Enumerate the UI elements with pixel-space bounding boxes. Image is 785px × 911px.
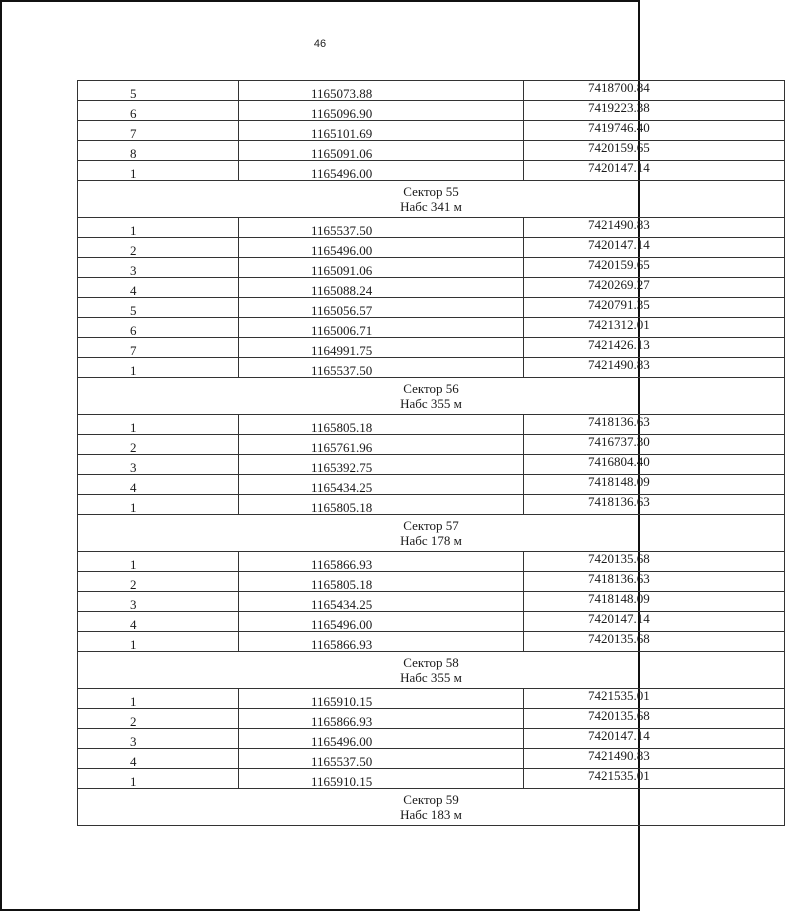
x-coordinate-cell: 1165866.93 bbox=[239, 552, 524, 572]
table-row bbox=[78, 592, 785, 612]
y-coordinate-cell: 7421490.83 bbox=[524, 218, 785, 238]
point-number-cell: 2 bbox=[78, 709, 239, 729]
y-coordinate-cell: 7420135.68 bbox=[524, 632, 785, 652]
table-row bbox=[78, 689, 785, 709]
point-number-cell: 2 bbox=[78, 435, 239, 455]
y-coordinate-cell: 7420269.27 bbox=[524, 278, 785, 298]
table-row bbox=[78, 632, 785, 652]
x-coordinate-cell: 1165101.69 bbox=[239, 121, 524, 141]
sector-header-row bbox=[78, 789, 785, 826]
table-row bbox=[78, 455, 785, 475]
x-coordinate-cell: 1165761.96 bbox=[239, 435, 524, 455]
table-row bbox=[78, 552, 785, 572]
point-number-cell: 6 bbox=[78, 318, 239, 338]
y-coordinate-cell: 7421535.01 bbox=[524, 689, 785, 709]
x-coordinate-cell: 1165537.50 bbox=[239, 358, 524, 378]
point-number-cell: 8 bbox=[78, 141, 239, 161]
page-number: 46 bbox=[313, 38, 327, 50]
x-coordinate-cell: 1165096.90 bbox=[239, 101, 524, 121]
x-coordinate-cell: 1165910.15 bbox=[239, 689, 524, 709]
point-number-cell: 1 bbox=[78, 495, 239, 515]
y-coordinate-cell: 7416737.30 bbox=[524, 435, 785, 455]
table-row bbox=[78, 81, 785, 101]
x-coordinate-cell: 1165805.18 bbox=[239, 572, 524, 592]
y-coordinate-cell: 7416804.40 bbox=[524, 455, 785, 475]
sector-height: Набс 183 м bbox=[400, 807, 462, 822]
y-coordinate-cell: 7420135.68 bbox=[524, 552, 785, 572]
point-number-cell: 1 bbox=[78, 632, 239, 652]
point-number-cell: 3 bbox=[78, 592, 239, 612]
x-coordinate-cell: 1165496.00 bbox=[239, 161, 524, 181]
x-coordinate-cell: 1165537.50 bbox=[239, 218, 524, 238]
table-row bbox=[78, 475, 785, 495]
x-coordinate-cell: 1165088.24 bbox=[239, 278, 524, 298]
table-row bbox=[78, 161, 785, 181]
sector-title: Сектор 58 bbox=[403, 655, 459, 670]
y-coordinate-cell: 7418148.09 bbox=[524, 592, 785, 612]
point-number-cell: 4 bbox=[78, 475, 239, 495]
x-coordinate-cell: 1165496.00 bbox=[239, 238, 524, 258]
table-row bbox=[78, 769, 785, 789]
table-row bbox=[78, 218, 785, 238]
x-coordinate-cell: 1165496.00 bbox=[239, 612, 524, 632]
y-coordinate-cell: 7418136.63 bbox=[524, 572, 785, 592]
sector-title: Сектор 57 bbox=[403, 518, 459, 533]
x-coordinate-cell: 1165091.06 bbox=[239, 258, 524, 278]
sector-header-cell bbox=[78, 652, 785, 689]
x-coordinate-cell: 1165091.06 bbox=[239, 141, 524, 161]
y-coordinate-cell: 7420147.14 bbox=[524, 729, 785, 749]
sector-height: Набс 355 м bbox=[400, 670, 462, 685]
point-number-cell: 4 bbox=[78, 749, 239, 769]
y-coordinate-cell: 7420159.65 bbox=[524, 141, 785, 161]
point-number-cell: 6 bbox=[78, 101, 239, 121]
y-coordinate-cell: 7420147.14 bbox=[524, 161, 785, 181]
point-number-cell: 3 bbox=[78, 729, 239, 749]
y-coordinate-cell: 7418136.63 bbox=[524, 495, 785, 515]
table-row bbox=[78, 358, 785, 378]
sector-title: Сектор 59 bbox=[403, 792, 459, 807]
x-coordinate-cell: 1165805.18 bbox=[239, 495, 524, 515]
point-number-cell: 7 bbox=[78, 121, 239, 141]
table-row bbox=[78, 121, 785, 141]
point-number-cell: 1 bbox=[78, 769, 239, 789]
x-coordinate-cell: 1165866.93 bbox=[239, 632, 524, 652]
y-coordinate-cell: 7420147.14 bbox=[524, 612, 785, 632]
point-number-cell: 1 bbox=[78, 161, 239, 181]
y-coordinate-cell: 7421312.01 bbox=[524, 318, 785, 338]
x-coordinate-cell: 1165056.57 bbox=[239, 298, 524, 318]
y-coordinate-cell: 7419223.38 bbox=[524, 101, 785, 121]
y-coordinate-cell: 7418700.84 bbox=[524, 81, 785, 101]
point-number-cell: 1 bbox=[78, 552, 239, 572]
point-number-cell: 1 bbox=[78, 415, 239, 435]
point-number-cell: 1 bbox=[78, 358, 239, 378]
point-number-cell: 2 bbox=[78, 238, 239, 258]
y-coordinate-cell: 7418136.63 bbox=[524, 415, 785, 435]
point-number-cell: 3 bbox=[78, 455, 239, 475]
table-row bbox=[78, 258, 785, 278]
point-number-cell: 4 bbox=[78, 612, 239, 632]
table-row bbox=[78, 729, 785, 749]
point-number-cell: 1 bbox=[78, 689, 239, 709]
point-number-cell: 2 bbox=[78, 572, 239, 592]
y-coordinate-cell: 7421490.83 bbox=[524, 358, 785, 378]
y-coordinate-cell: 7420135.68 bbox=[524, 709, 785, 729]
table-row bbox=[78, 338, 785, 358]
y-coordinate-cell: 7420159.65 bbox=[524, 258, 785, 278]
table-row bbox=[78, 238, 785, 258]
point-number-cell: 5 bbox=[78, 298, 239, 318]
table-row bbox=[78, 435, 785, 455]
sector-height: Набс 341 м bbox=[400, 199, 462, 214]
sector-header-cell bbox=[78, 789, 785, 826]
sector-header-cell bbox=[78, 181, 785, 218]
table-row bbox=[78, 572, 785, 592]
x-coordinate-cell: 1165537.50 bbox=[239, 749, 524, 769]
y-coordinate-cell: 7420147.14 bbox=[524, 238, 785, 258]
table-row bbox=[78, 141, 785, 161]
x-coordinate-cell: 1165392.75 bbox=[239, 455, 524, 475]
coordinates-table bbox=[77, 80, 785, 826]
y-coordinate-cell: 7421426.13 bbox=[524, 338, 785, 358]
y-coordinate-cell: 7418148.09 bbox=[524, 475, 785, 495]
x-coordinate-cell: 1165496.00 bbox=[239, 729, 524, 749]
y-coordinate-cell: 7421490.83 bbox=[524, 749, 785, 769]
table-row bbox=[78, 415, 785, 435]
table-row bbox=[78, 101, 785, 121]
point-number-cell: 7 bbox=[78, 338, 239, 358]
point-number-cell: 3 bbox=[78, 258, 239, 278]
x-coordinate-cell: 1165006.71 bbox=[239, 318, 524, 338]
point-number-cell: 1 bbox=[78, 218, 239, 238]
x-coordinate-cell: 1165434.25 bbox=[239, 475, 524, 495]
sector-title: Сектор 56 bbox=[403, 381, 459, 396]
table-row bbox=[78, 298, 785, 318]
y-coordinate-cell: 7419746.40 bbox=[524, 121, 785, 141]
sector-header-row bbox=[78, 652, 785, 689]
point-number-cell: 4 bbox=[78, 278, 239, 298]
sector-header-row bbox=[78, 515, 785, 552]
sector-header-row bbox=[78, 378, 785, 415]
x-coordinate-cell: 1165434.25 bbox=[239, 592, 524, 612]
point-number-cell: 5 bbox=[78, 81, 239, 101]
y-coordinate-cell: 7420791.35 bbox=[524, 298, 785, 318]
x-coordinate-cell: 1165866.93 bbox=[239, 709, 524, 729]
sector-height: Набс 355 м bbox=[400, 396, 462, 411]
x-coordinate-cell: 1165805.18 bbox=[239, 415, 524, 435]
sector-title: Сектор 55 bbox=[403, 184, 459, 199]
x-coordinate-cell: 1165910.15 bbox=[239, 769, 524, 789]
x-coordinate-cell: 1164991.75 bbox=[239, 338, 524, 358]
table-row bbox=[78, 709, 785, 729]
table-row bbox=[78, 612, 785, 632]
sector-height: Набс 178 м bbox=[400, 533, 462, 548]
coordinates-table-body bbox=[78, 81, 785, 826]
x-coordinate-cell: 1165073.88 bbox=[239, 81, 524, 101]
table-row bbox=[78, 318, 785, 338]
sector-header-cell bbox=[78, 378, 785, 415]
table-row bbox=[78, 495, 785, 515]
table-row bbox=[78, 278, 785, 298]
sector-header-row bbox=[78, 181, 785, 218]
sector-header-cell bbox=[78, 515, 785, 552]
table-row bbox=[78, 749, 785, 769]
y-coordinate-cell: 7421535.01 bbox=[524, 769, 785, 789]
